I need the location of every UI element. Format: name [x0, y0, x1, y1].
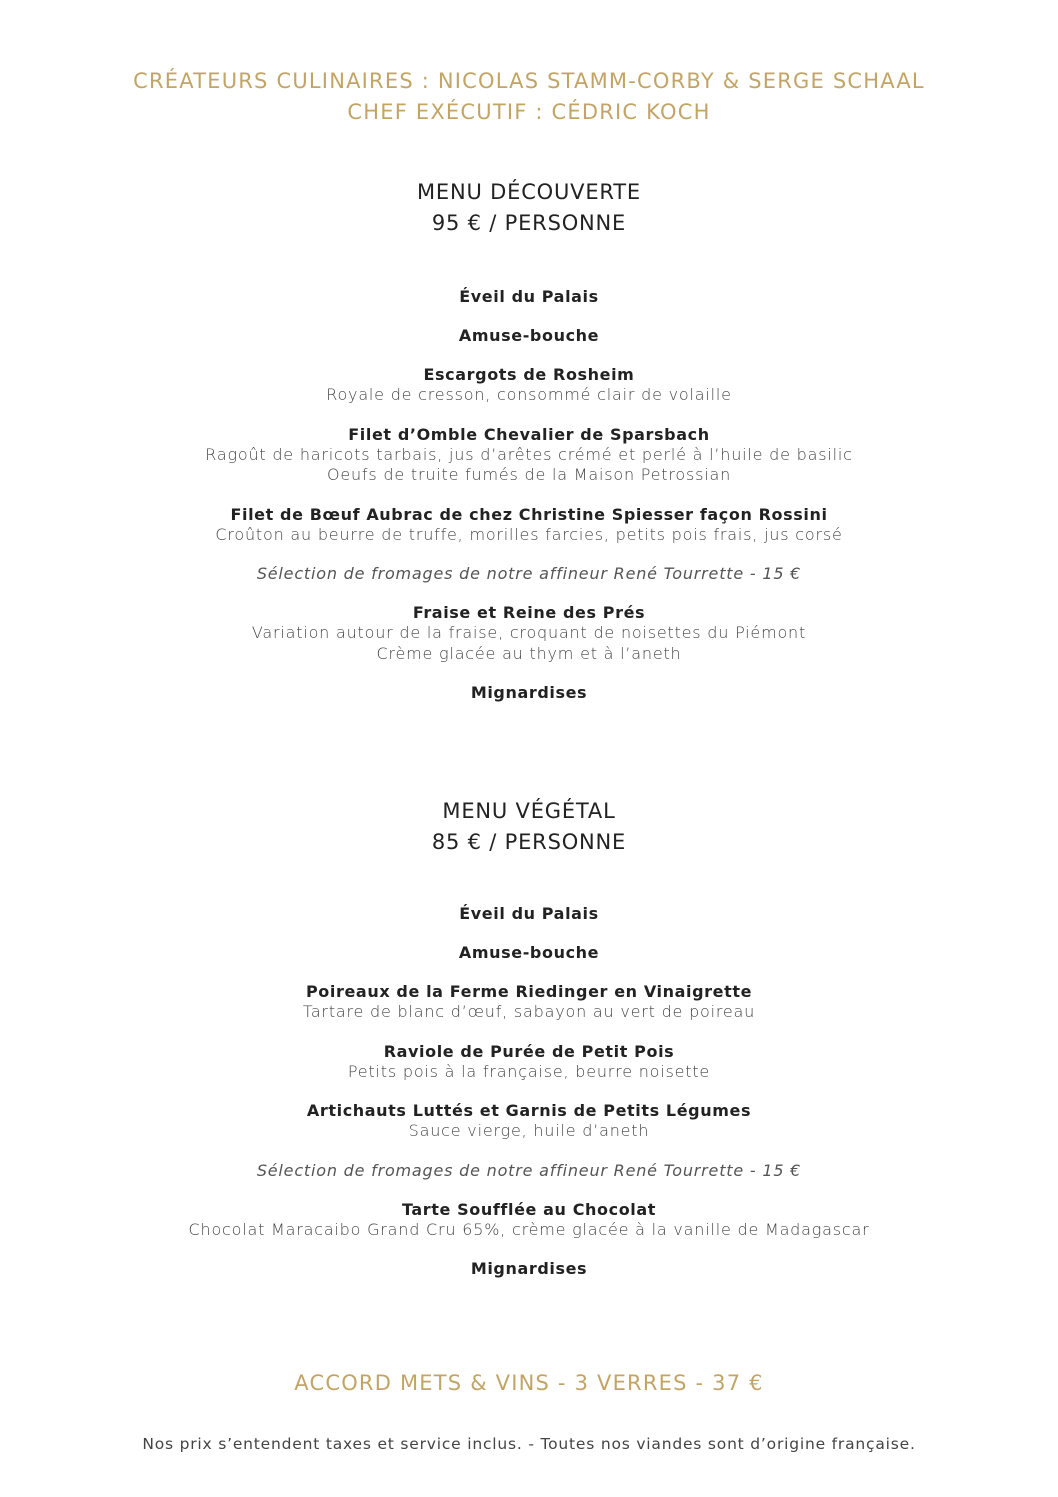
course	[0, 286, 1058, 307]
course	[0, 981, 1058, 1023]
course-name: Filet de Bœuf Aubrac de chez Christine Spiesser façon Rossini	[230, 504, 828, 524]
course-description: Tartare de blanc d’œuf, sabayon au vert de poireau	[302, 1002, 756, 1021]
course-description: Oeufs de truite fumés de la Maison Petrossian	[326, 465, 732, 484]
course-name: Fraise et Reine des Prés	[412, 603, 646, 622]
menu-decouverte-heading	[0, 177, 1058, 239]
course-name: Escargots de Rosheim	[423, 365, 635, 384]
cheese-option: Sélection de fromages de notre affineur René Tourrette - 15 €	[256, 564, 802, 583]
course	[0, 682, 1058, 703]
menu-decouverte-title: MENU DÉCOUVERTE	[417, 180, 641, 204]
course-name: Éveil du Palais	[459, 287, 599, 306]
course-name: Mignardises	[470, 683, 588, 702]
course	[0, 942, 1058, 963]
course	[0, 1041, 1058, 1083]
course	[0, 424, 1058, 486]
course-name: Filet d’Omble Chevalier de Sparsbach	[348, 424, 710, 444]
course-name: Mignardises	[470, 1259, 588, 1278]
menu-decouverte-price: 95 € / PERSONNE	[431, 211, 627, 235]
course	[0, 325, 1058, 346]
course-name: Amuse-bouche	[458, 943, 600, 962]
course	[0, 1258, 1058, 1279]
course	[0, 1160, 1058, 1181]
course-description: Sauce vierge, huile d’aneth	[408, 1121, 650, 1140]
course-name: Amuse-bouche	[458, 326, 600, 345]
menu-vegetal-price: 85 € / PERSONNE	[431, 830, 627, 854]
course-description: Croûton au beurre de truffe, morilles farcies, petits pois frais, jus corsé	[215, 524, 843, 544]
course	[0, 1199, 1058, 1241]
menu-decouverte-courses	[0, 286, 1058, 721]
course-name: Tarte Soufflée au Chocolat	[401, 1199, 657, 1219]
course-description: Petits pois à la française, beurre noisette	[347, 1061, 711, 1081]
menu-vegetal-title: MENU VÉGÉTAL	[442, 799, 616, 823]
course	[0, 563, 1058, 584]
course	[0, 504, 1058, 546]
course	[0, 602, 1058, 664]
footer-note: Nos prix s’entendent taxes et service inclus. - Toutes nos viandes sont d’origine française.	[142, 1435, 916, 1453]
course	[0, 1100, 1058, 1142]
course-description: Crème glacée au thym et à l’aneth	[376, 643, 682, 663]
course-description: Royale de cresson, consommé clair de volaille	[326, 385, 732, 404]
menu-vegetal-courses	[0, 903, 1058, 1297]
cheese-option: Sélection de fromages de notre affineur René Tourrette - 15 €	[256, 1160, 802, 1180]
culinary-creators-line: CRÉATEURS CULINAIRES : NICOLAS STAMM-CORBY & SERGE SCHAAL	[133, 69, 925, 93]
course-description: Ragoût de haricots tarbais, jus d’arêtes crémé et perlé à l’huile de basilic	[205, 444, 853, 464]
course-name: Artichauts Luttés et Garnis de Petits Légumes	[306, 1101, 752, 1120]
wine-pairing: ACCORD METS & VINS - 3 VERRES - 37 €	[294, 1371, 764, 1395]
course-description: Variation autour de la fraise, croquant de noisettes du Piémont	[251, 623, 807, 642]
course-name: Poireaux de la Ferme Riedinger en Vinaigrette	[305, 982, 753, 1001]
course-name: Éveil du Palais	[459, 904, 599, 923]
menu-vegetal-heading	[0, 796, 1058, 858]
course-name: Raviole de Purée de Petit Pois	[383, 1041, 675, 1061]
course	[0, 903, 1058, 924]
course	[0, 364, 1058, 406]
chefs-header	[0, 66, 1058, 128]
course-description: Chocolat Maracaibo Grand Cru 65%, crème glacée à la vanille de Madagascar	[188, 1219, 870, 1239]
executive-chef-line: CHEF EXÉCUTIF : CÉDRIC KOCH	[347, 100, 711, 124]
